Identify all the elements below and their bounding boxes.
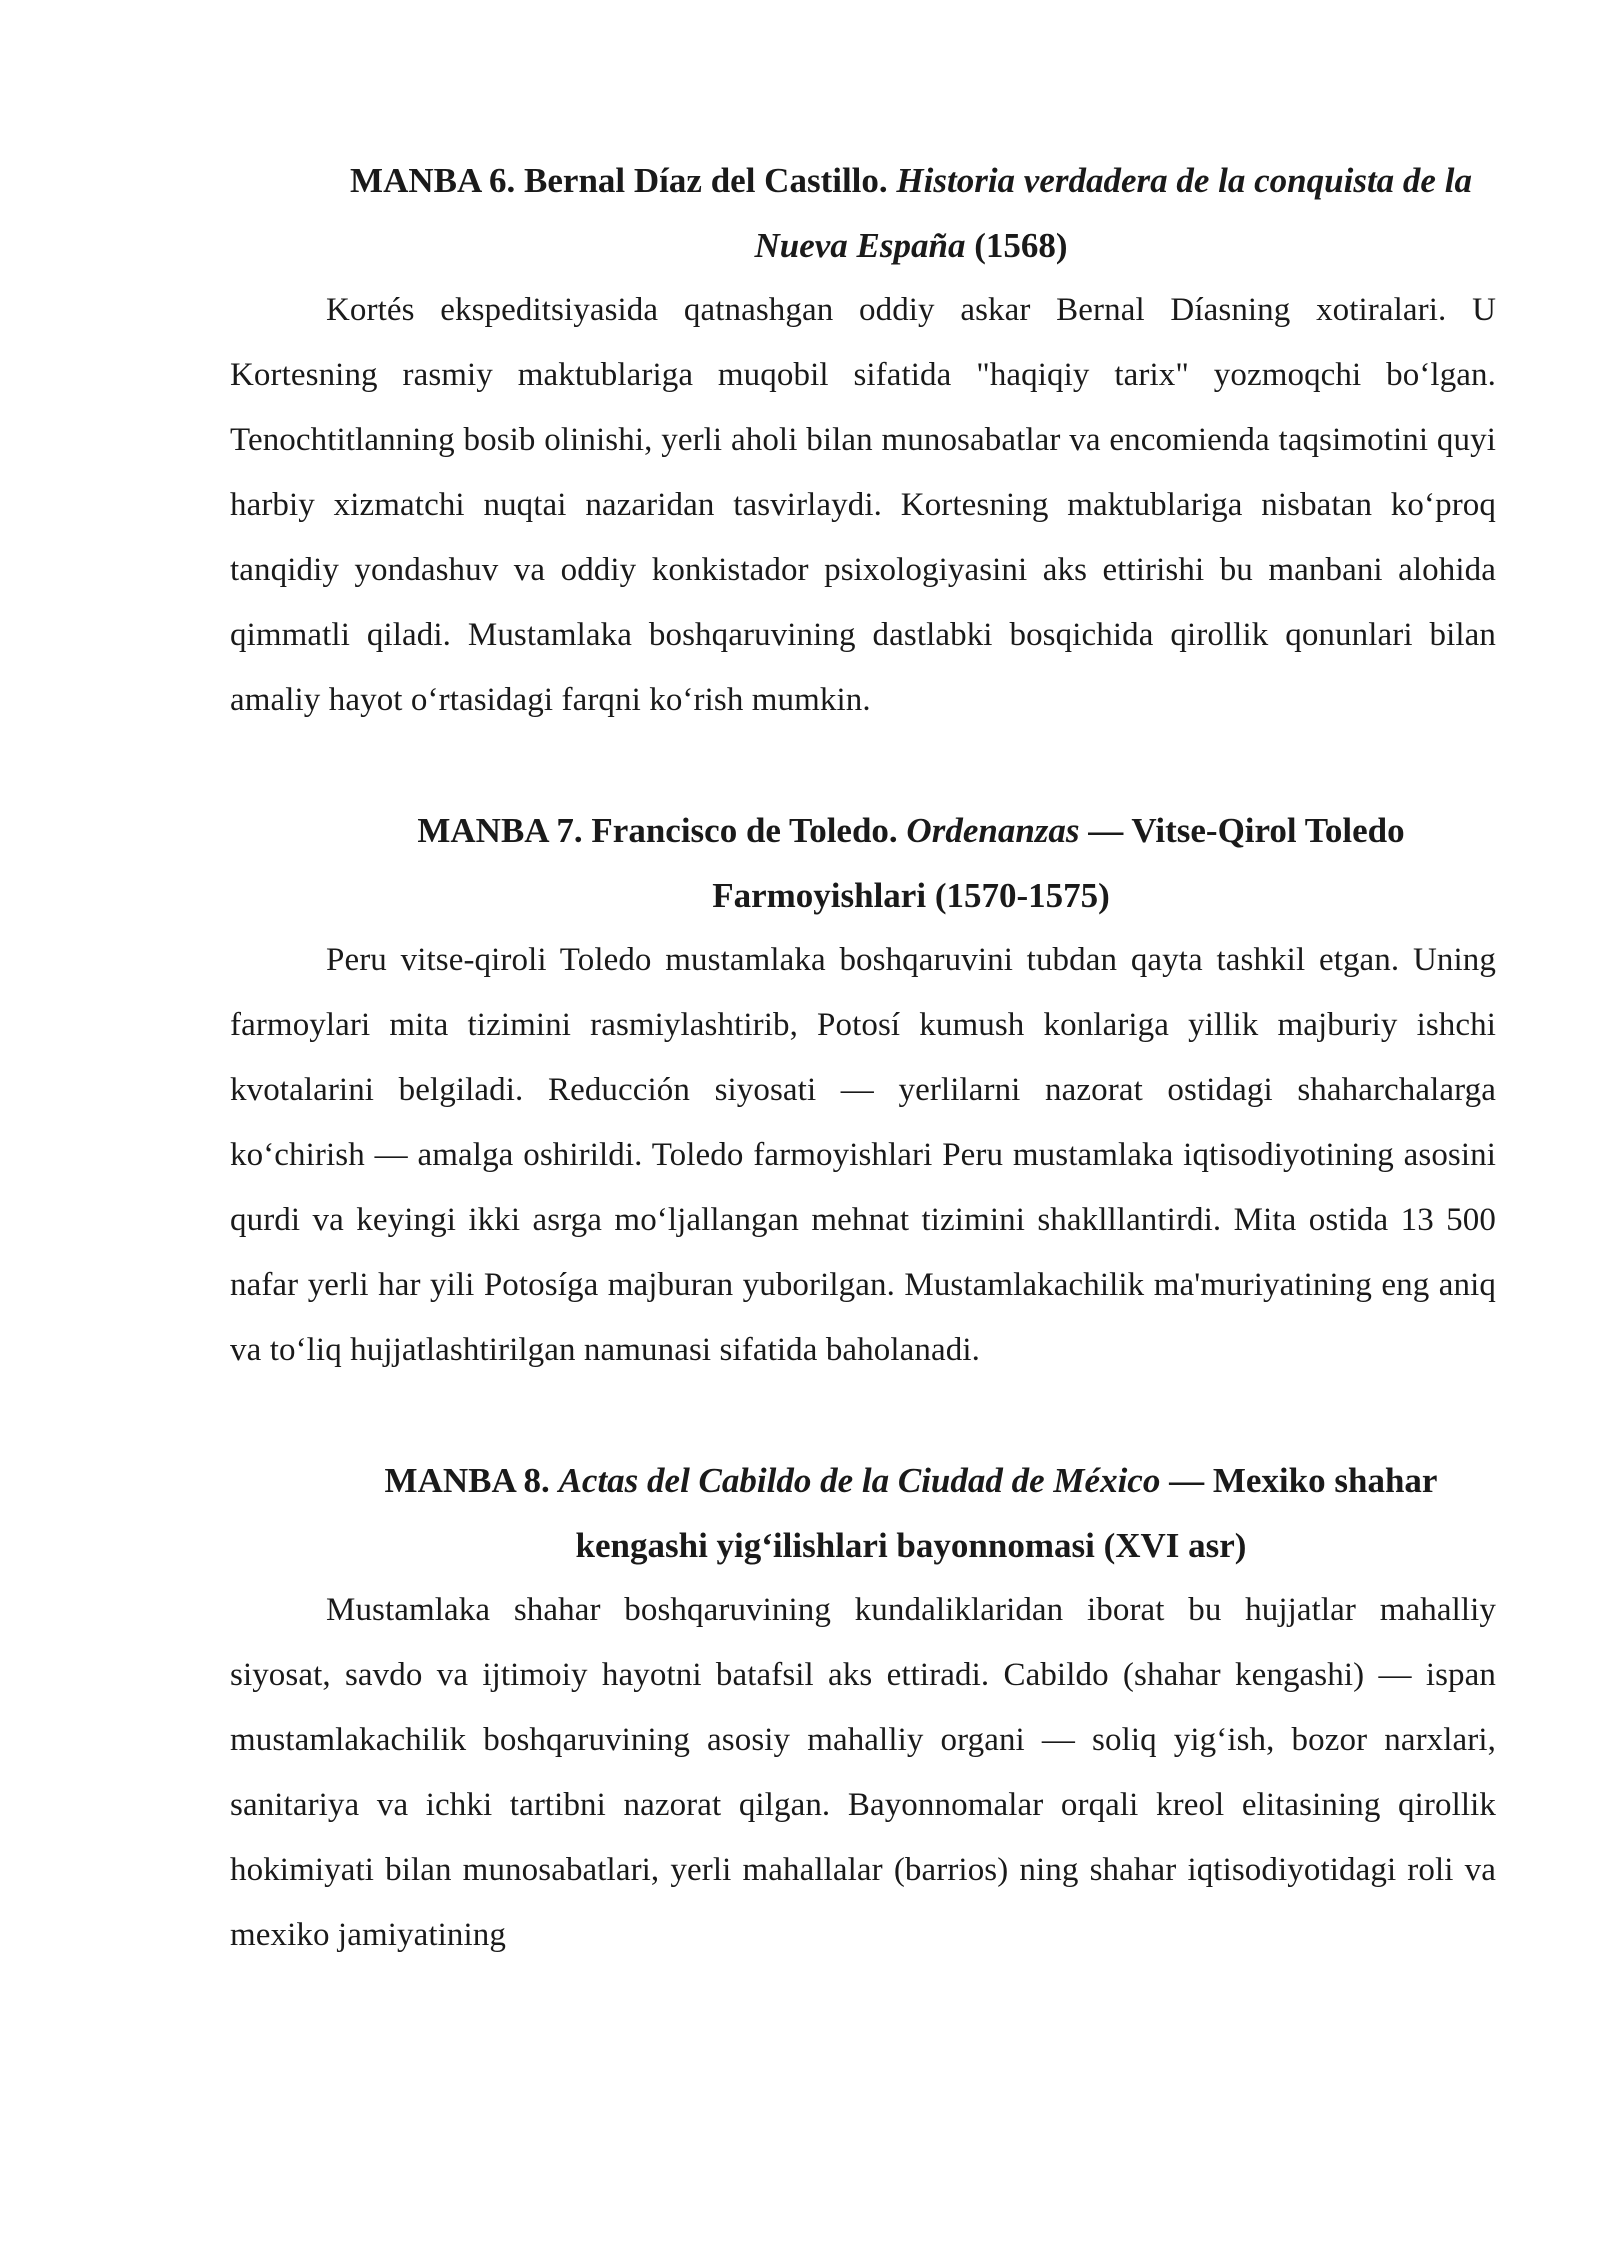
section-body: Kortés ekspeditsiyasida qatnashgan oddiy askar Bernal Díasning xotiralari. U Kortesning rasmiy maktublariga muqobil sifatida "haqiqiy tarix" yozmoqchi boʻlgan. Tenochtitlanning bosib olinishi, yerli aholi bilan munosabatlar va encomienda taqsimotini quyi harbiy xizmatchi nuqtai nazaridan tasvirlaydi. Kortesning maktublariga nisbatan koʻproq tanqidiy yondashuv va oddiy konkistador psixologiyasini aks ettirishi bu manbani alohida qimmatli qiladi. Mustamlaka boshqaruvining dastlabki bosqichida qirollik qonunlari bilan amaliy hayot oʻrtasidagi farqni koʻrish mumkin. xyxy=(230,292,1496,718)
source-section-8 xyxy=(230,1448,1496,1968)
heading-suffix: — Mexiko shahar kengashi yigʻilishlari bayonnomasi (XVI asr) xyxy=(575,1461,1438,1565)
section-heading xyxy=(230,1448,1496,1578)
heading-title: Actas del Cabildo de la Ciudad de México xyxy=(558,1461,1161,1500)
section-heading xyxy=(230,148,1496,278)
heading-title: Ordenanzas xyxy=(906,811,1080,850)
heading-prefix: MANBA 8. xyxy=(384,1461,550,1500)
heading-title: Historia verdadera de la conquista de la Nueva España xyxy=(754,161,1472,265)
document-content xyxy=(230,148,1496,2033)
source-section-7 xyxy=(230,798,1496,1383)
section-body: Mustamlaka shahar boshqaruvining kundaliklaridan iborat bu hujjatlar mahalliy siyosat, savdo va ijtimoiy hayotni batafsil aks ettiradi. Cabildo (shahar kengashi) — ispan mustamlakachilik boshqaruvining asosiy mahalliy organi — soliq yigʻish, bozor narxlari, sanitariya va ichki tartibni nazorat qilgan. Bayonnomalar orqali kreol elitasining qirollik hokimiyati bilan munosabatlari, yerli mahallalar (barrios) ning shahar iqtisodiyotidagi roli va mexiko jamiyatining xyxy=(230,1592,1496,1953)
source-section-6 xyxy=(230,148,1496,733)
section-heading xyxy=(230,798,1496,928)
heading-prefix: MANBA 7. Francisco de Toledo. xyxy=(417,811,898,850)
heading-suffix: (1568) xyxy=(974,226,1068,265)
heading-prefix: MANBA 6. Bernal Díaz del Castillo. xyxy=(350,161,888,200)
heading-suffix: — Vitse-Qirol Toledo Farmoyishlari (1570-1575) xyxy=(712,811,1405,915)
section-body: Peru vitse-qiroli Toledo mustamlaka boshqaruvini tubdan qayta tashkil etgan. Uning farmoylari mita tizimini rasmiylashtirib, Potosí kumush konlariga yillik majburiy ishchi kvotalarini belgiladi. Reducción siyosati — yerlilarni nazorat ostidagi shaharchalarga koʻchirish — amalga oshirildi. Toledo farmoyishlari Peru mustamlaka iqtisodiyotining asosini qurdi va keyingi ikki asrga moʻljallangan mehnat tizimini shaklllantirdi. Mita ostida 13 500 nafar yerli har yili Potosíga majburan yuborilgan. Mustamlakachilik ma'muriyatining eng aniq va toʻliq hujjatlashtirilgan namunasi sifatida baholanadi. xyxy=(230,942,1496,1368)
